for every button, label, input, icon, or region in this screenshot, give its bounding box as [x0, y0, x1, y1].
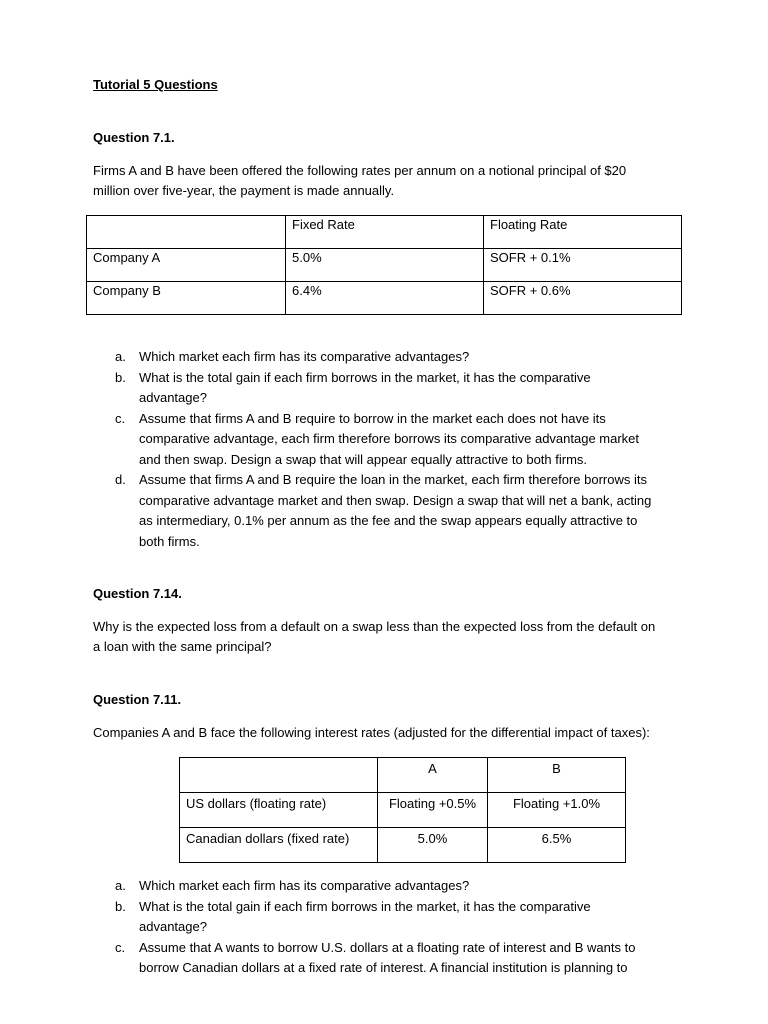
question-7-14-heading: Question 7.14.: [93, 586, 182, 601]
list-marker: b.: [115, 898, 126, 914]
table-header-cell: Floating Rate: [484, 216, 682, 249]
list-line: Which market each firm has its comparative advantages?: [139, 878, 470, 893]
question-7-11-intro: Companies A and B face the following interest rates (adjusted for the differential impact of taxes):: [93, 725, 650, 740]
list-line: both firms.: [139, 533, 200, 549]
list-line: and then swap. Design a swap that will appear equally attractive to both firms.: [139, 451, 588, 467]
table-cell: [180, 758, 378, 793]
list-line: as intermediary, 0.1% per annum as the fee and the swap appears equally attractive to: [139, 513, 638, 528]
list-line: What is the total gain if each firm borrows in the market, it has the comparative: [139, 369, 591, 385]
table-cell: SOFR + 0.6%: [484, 282, 682, 315]
list-item: [93, 347, 713, 368]
table-cell: Company B: [87, 282, 286, 315]
table-cell: US dollars (floating rate): [180, 793, 378, 828]
list-item: [93, 409, 713, 471]
list-line: advantage?: [139, 919, 207, 934]
question-7-1-subquestions: [93, 347, 713, 552]
table-cell: 5.0%: [286, 249, 484, 282]
list-line: Which market each firm has its comparative advantages?: [139, 349, 470, 364]
table-cell: 6.5%: [488, 828, 626, 863]
table-cell: 6.4%: [286, 282, 484, 315]
question-7-1-intro-line-2: million over five-year, the payment is made annually.: [93, 183, 395, 198]
table-cell: 5.0%: [378, 828, 488, 863]
list-item: [93, 876, 713, 897]
table-cell: Floating +0.5%: [378, 793, 488, 828]
question-7-1-intro-line-1: Firms A and B have been offered the following rates per annum on a notional principal of $20: [93, 163, 627, 178]
rates-table-7-11: [179, 757, 626, 863]
question-7-11-heading: Question 7.11.: [93, 692, 182, 707]
list-marker: c.: [115, 939, 126, 955]
table-cell: Floating +1.0%: [488, 793, 626, 828]
table-header-cell: B: [488, 758, 626, 793]
table-header-row: [180, 758, 626, 793]
list-marker: d.: [115, 472, 126, 487]
list-line: Assume that firms A and B require the loan in the market, each firm therefore borrows its: [139, 472, 647, 487]
table-header-row: [87, 216, 682, 249]
list-line: comparative advantage, each firm therefore borrows its comparative advantage market: [139, 431, 640, 446]
question-7-14-line-2: a loan with the same principal?: [93, 639, 272, 654]
table-cell: SOFR + 0.1%: [484, 249, 682, 282]
list-item: [93, 368, 713, 409]
list-item: [93, 938, 713, 979]
list-line: borrow Canadian dollars at a fixed rate of interest. A financial institution is planning to: [139, 960, 628, 975]
table-row: [180, 828, 626, 863]
list-marker: a.: [115, 349, 126, 364]
table-row: [87, 249, 682, 282]
list-marker: a.: [115, 878, 126, 893]
table-cell: [87, 216, 286, 249]
list-line: Assume that A wants to borrow U.S. dollars at a floating rate of interest and B wants to: [139, 939, 636, 955]
page-title: Tutorial 5 Questions: [93, 77, 218, 92]
list-line: What is the total gain if each firm borrows in the market, it has the comparative: [139, 898, 591, 914]
list-marker: c.: [115, 410, 126, 426]
table-cell: Company A: [87, 249, 286, 282]
list-line: comparative advantage market and then swap. Design a swap that will net a bank, acting: [139, 492, 652, 508]
list-marker: b.: [115, 369, 126, 385]
rates-table-7-1: [86, 215, 682, 315]
table-row: [87, 282, 682, 315]
list-line: advantage?: [139, 390, 207, 405]
table-header-cell: A: [378, 758, 488, 793]
table-row: [180, 793, 626, 828]
question-7-11-subquestions: [93, 876, 713, 979]
list-line: Assume that firms A and B require to borrow in the market each does not have its: [139, 410, 606, 426]
question-7-1-heading: Question 7.1.: [93, 130, 175, 145]
list-item: [93, 897, 713, 938]
table-cell: Canadian dollars (fixed rate): [180, 828, 378, 863]
list-item: [93, 470, 713, 552]
table-header-cell: Fixed Rate: [286, 216, 484, 249]
question-7-14-line-1: Why is the expected loss from a default on a swap less than the expected loss from the default on: [93, 619, 656, 634]
